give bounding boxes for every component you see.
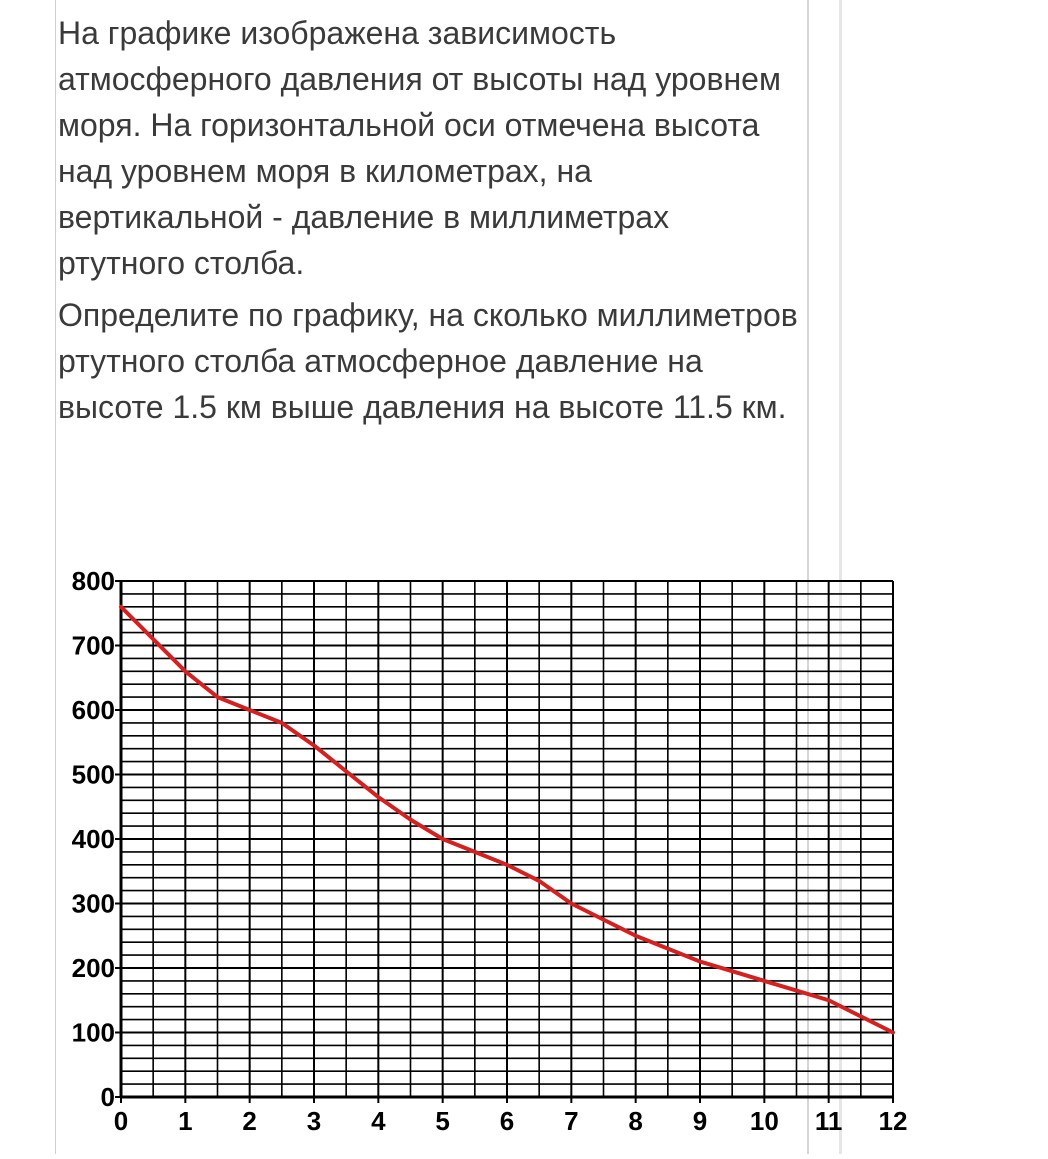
x-tick-label: 5	[435, 1106, 449, 1136]
y-tick-label: 400	[72, 824, 115, 854]
y-tick-label: 200	[72, 953, 115, 983]
x-tick-label: 1	[178, 1106, 192, 1136]
x-tick-label: 12	[879, 1106, 908, 1136]
x-tick-label: 10	[750, 1106, 779, 1136]
y-tick-label: 100	[72, 1018, 115, 1048]
y-tick-label: 500	[72, 760, 115, 790]
x-tick-label: 7	[564, 1106, 578, 1136]
x-tick-label: 4	[371, 1106, 386, 1136]
y-tick-label: 700	[72, 631, 115, 661]
problem-paragraph-1: На графике изображена зависимость атмосферного давления от высоты над уровнем моря. На горизонтальной оси отмечена высота над уровнем моря в километрах, на вертикальной - давление в миллиметрах ртутного столба.	[58, 10, 798, 286]
y-tick-label: 0	[101, 1082, 115, 1112]
x-tick-label: 0	[114, 1106, 128, 1136]
x-tick-label: 11	[815, 1106, 843, 1136]
x-tick-label: 9	[693, 1106, 707, 1136]
y-tick-label: 800	[72, 566, 115, 596]
tick-labels	[72, 566, 908, 1136]
y-tick-label: 600	[72, 695, 115, 725]
y-tick-label: 300	[72, 889, 115, 919]
x-tick-label: 2	[242, 1106, 256, 1136]
problem-paragraph-2: Определите по графику, на сколько миллиметров ртутного столба атмосферное давление на высоте 1.5 км выше давления на высоте 11.5 км.	[58, 292, 798, 430]
x-tick-label: 6	[500, 1106, 514, 1136]
x-tick-label: 8	[628, 1106, 642, 1136]
x-tick-label: 3	[307, 1106, 321, 1136]
